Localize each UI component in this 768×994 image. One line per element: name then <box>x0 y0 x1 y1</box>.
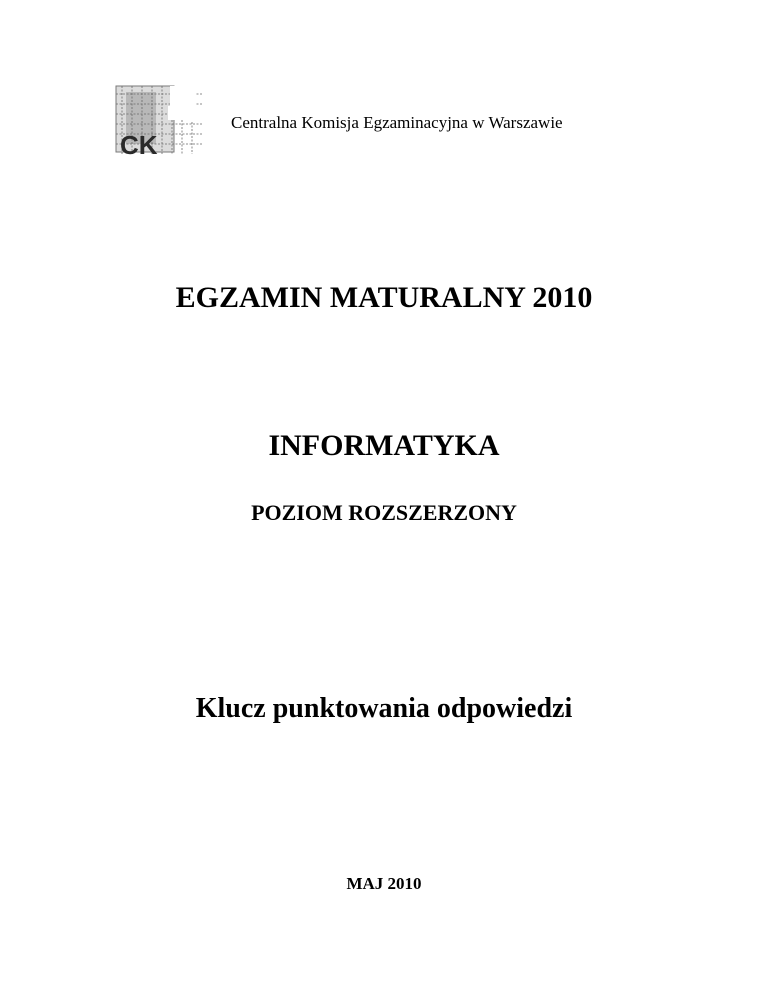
institution-name: Centralna Komisja Egzaminacyjna w Warszawie <box>231 113 563 132</box>
cke-logo <box>106 82 202 164</box>
logo-text: CK <box>120 130 158 160</box>
document-title: Klucz punktowania odpowiedzi <box>195 693 573 724</box>
exam-title: EGZAMIN MATURALNY 2010 <box>175 281 593 314</box>
subject-title: INFORMATYKA <box>268 429 500 462</box>
exam-date: MAJ 2010 <box>346 874 422 893</box>
level-title: POZIOM ROZSZERZONY <box>251 500 517 525</box>
